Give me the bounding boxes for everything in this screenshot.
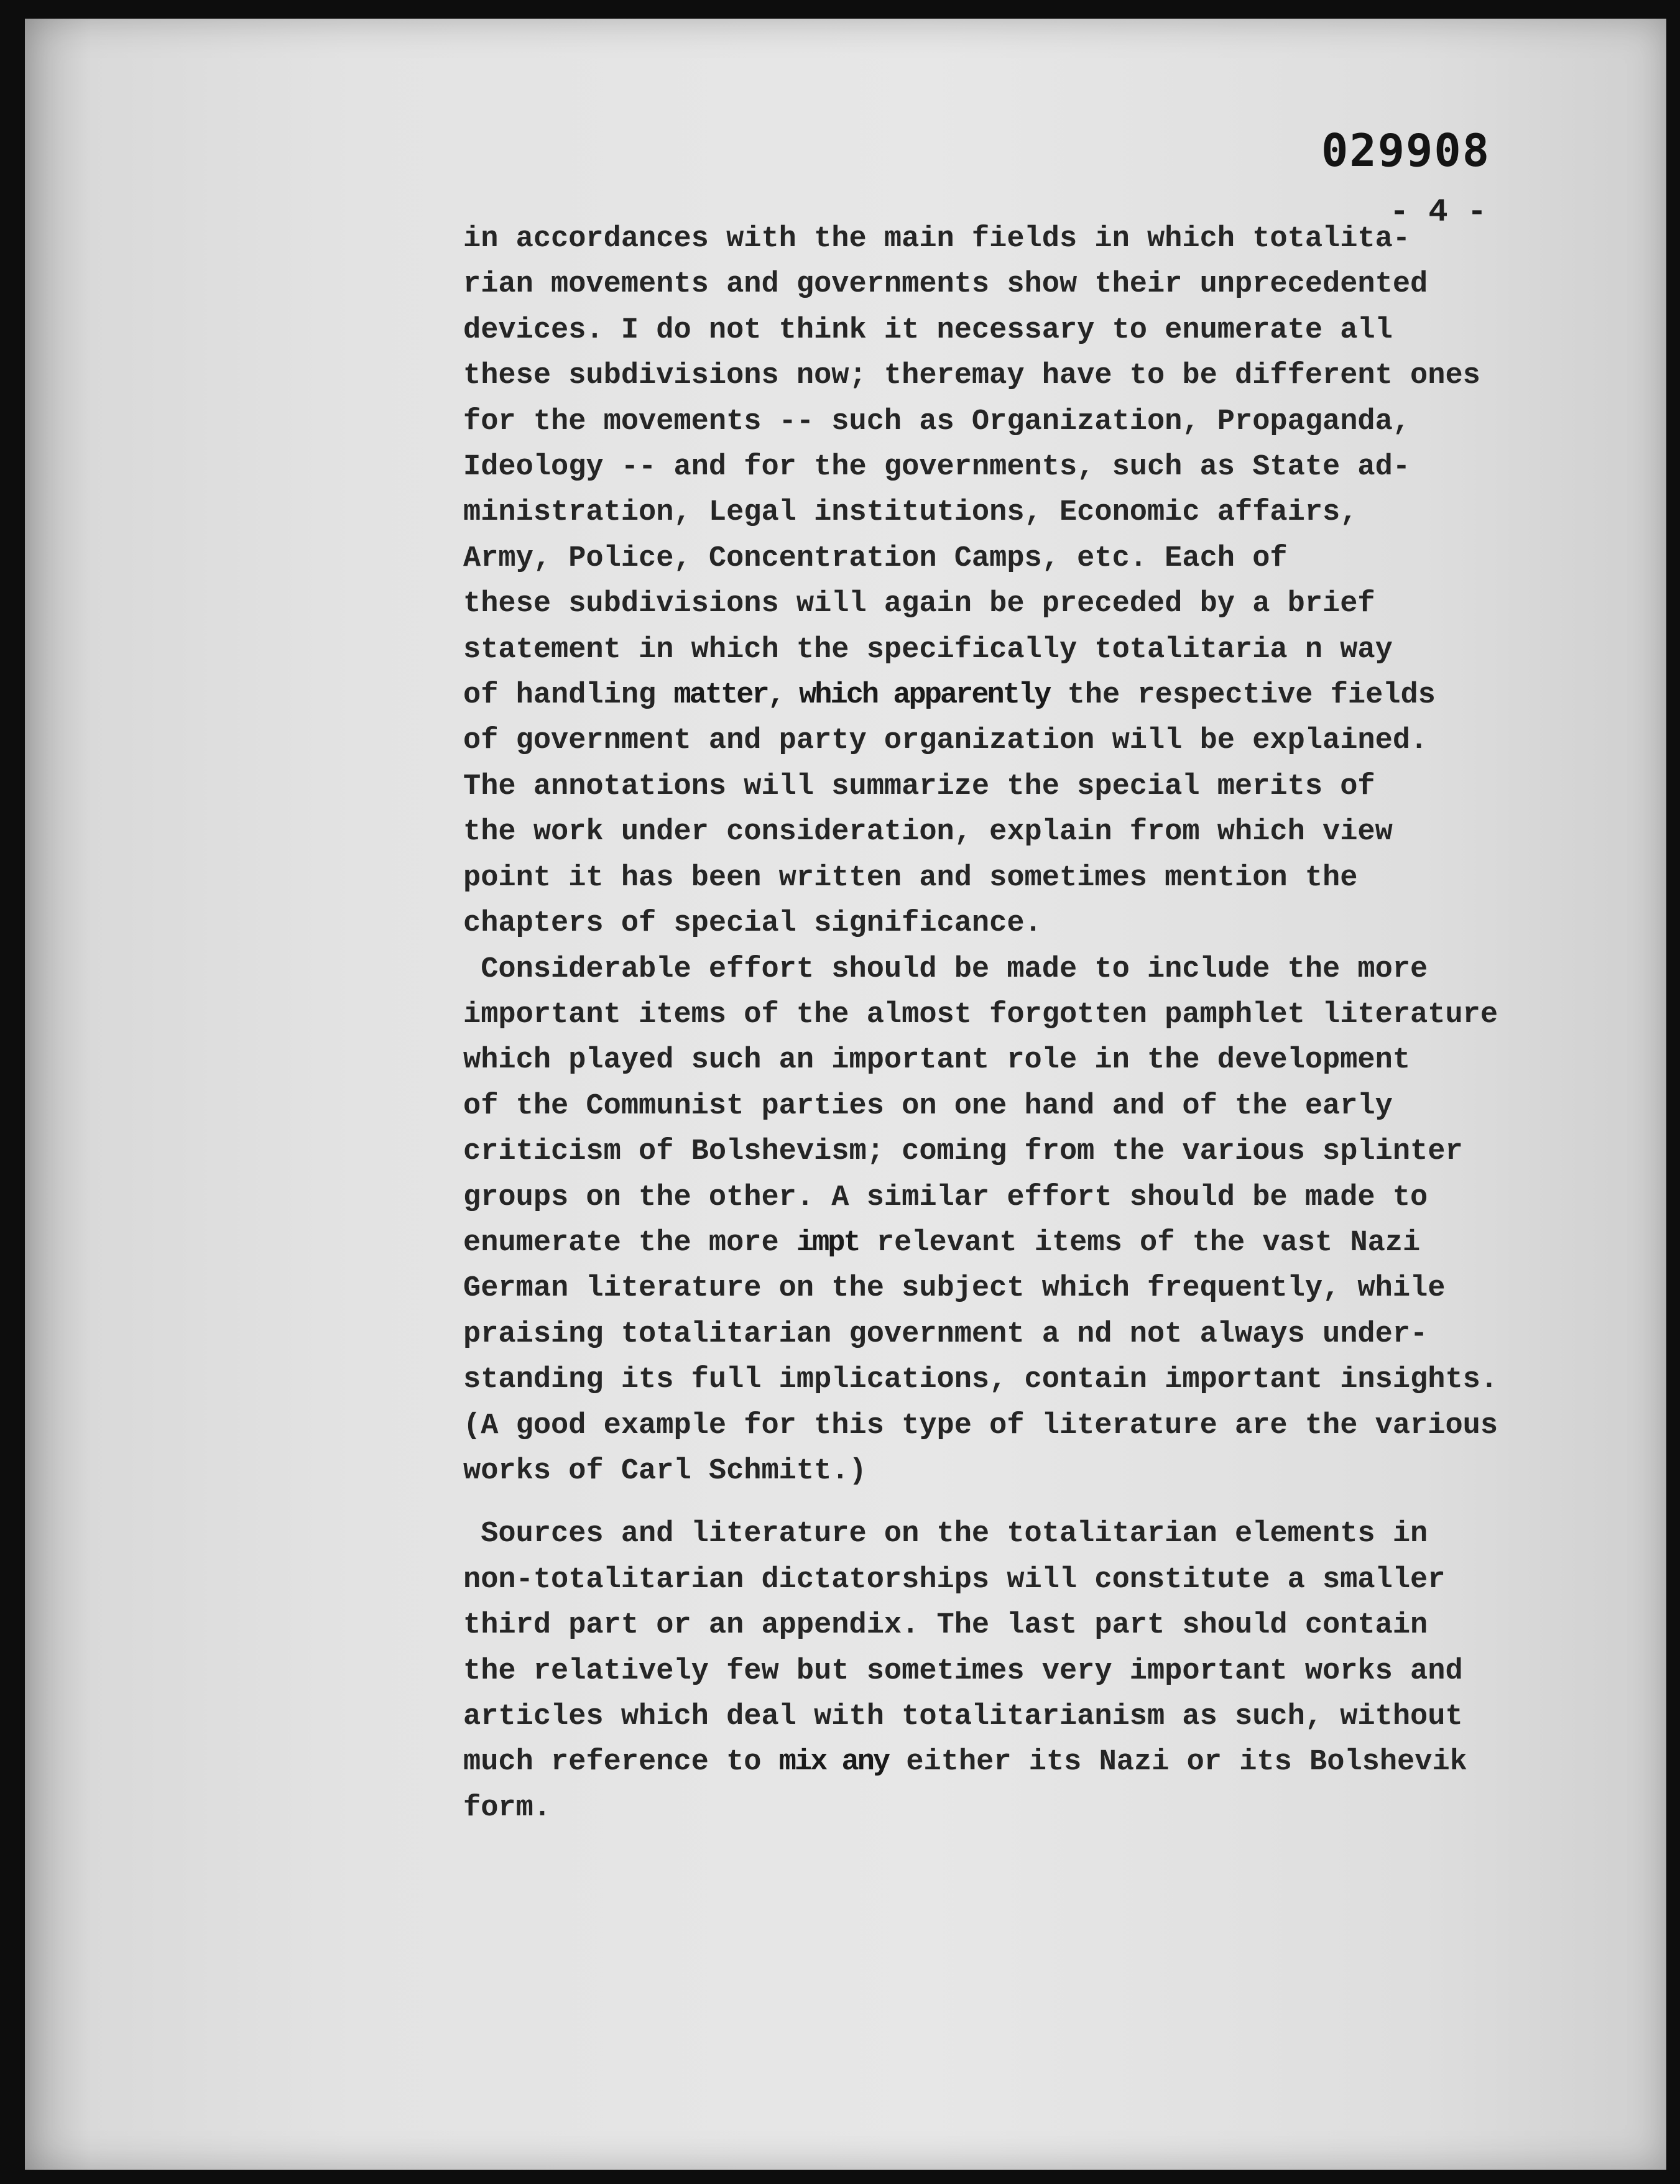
text-fragment: either its Nazi or its Bolshevik bbox=[888, 1746, 1467, 1779]
text-line: works of Carl Schmitt.) bbox=[463, 1454, 867, 1488]
text-line: for the movements -- such as Organization, Propaganda, bbox=[463, 405, 1411, 438]
text-fragment: the respective fields bbox=[1050, 679, 1436, 712]
page-number: - 4 - bbox=[1390, 194, 1487, 231]
paragraph-gap bbox=[463, 1494, 1595, 1511]
body-text bbox=[463, 216, 1595, 1831]
text-line: the work under consideration, explain from which view bbox=[463, 816, 1393, 849]
text-line: The annotations will summarize the special merits of bbox=[463, 770, 1375, 803]
text-line: third part or an appendix. The last part should contain bbox=[463, 1609, 1428, 1643]
text-line: (A good example for this type of literature are the various bbox=[463, 1409, 1498, 1442]
text-line: German literature on the subject which frequently, while bbox=[463, 1272, 1446, 1306]
text-fragment: enumerate the more bbox=[463, 1226, 796, 1260]
text-line: standing its full implications, contain important insights. bbox=[463, 1363, 1498, 1397]
text-line: which played such an important role in the development bbox=[463, 1044, 1411, 1077]
text-fragment: relevant items of the vast Nazi bbox=[859, 1226, 1421, 1260]
text-line: devices. I do not think it necessary to enumerate all bbox=[463, 313, 1393, 347]
text-line: chapters of special significance. bbox=[463, 907, 1042, 941]
text-line: criticism of Bolshevism; coming from the various splinter bbox=[463, 1135, 1463, 1169]
text-fragment: of handling bbox=[463, 679, 674, 712]
text-line: rian movements and governments show their unprecedented bbox=[463, 268, 1428, 302]
text-line: the relatively few but sometimes very important works and bbox=[463, 1654, 1463, 1688]
text-line: these subdivisions will again be preceded by a brief bbox=[463, 587, 1375, 621]
text-line: form. bbox=[463, 1791, 552, 1825]
text-line: ministration, Legal institutions, Economic affairs, bbox=[463, 496, 1358, 530]
text-line: statement in which the specifically totalitaria n way bbox=[463, 633, 1393, 666]
text-line-with-strikethrough bbox=[463, 1220, 1595, 1266]
text-line: Sources and literature on the totalitarian elements in bbox=[463, 1518, 1428, 1551]
text-line: these subdivisions now; theremay have to be different ones bbox=[463, 359, 1480, 393]
struck-out-text: mix any bbox=[778, 1746, 889, 1779]
text-line: articles which deal with totalitarianism as such, without bbox=[463, 1700, 1463, 1733]
text-line: non-totalitarian dictatorships will constitute a smaller bbox=[463, 1563, 1446, 1597]
text-line: groups on the other. A similar effort should be made to bbox=[463, 1181, 1428, 1214]
text-line: Army, Police, Concentration Camps, etc. Each of bbox=[463, 541, 1288, 575]
text-line: in accordances with the main fields in which totalita- bbox=[463, 223, 1411, 256]
text-line: of government and party organization will be explained. bbox=[463, 724, 1428, 758]
text-line-with-strikethrough bbox=[463, 1739, 1595, 1785]
text-line: praising totalitarian government a nd not always under- bbox=[463, 1317, 1428, 1351]
text-line: important items of the almost forgotten pamphlet literature bbox=[463, 998, 1498, 1031]
document-page bbox=[25, 19, 1666, 2170]
text-fragment: much reference to bbox=[463, 1746, 779, 1779]
text-line: Considerable effort should be made to include the more bbox=[463, 952, 1428, 986]
text-line: point it has been written and sometimes mention the bbox=[463, 861, 1358, 895]
struck-out-text: impt bbox=[796, 1226, 859, 1260]
text-line: Ideology -- and for the governments, such as State ad- bbox=[463, 451, 1411, 484]
document-number: 029908 bbox=[1321, 124, 1491, 177]
text-line-with-strikethrough bbox=[463, 673, 1595, 718]
struck-out-text: matter, which apparently bbox=[673, 679, 1050, 712]
text-line: of the Communist parties on one hand and of the early bbox=[463, 1089, 1393, 1123]
